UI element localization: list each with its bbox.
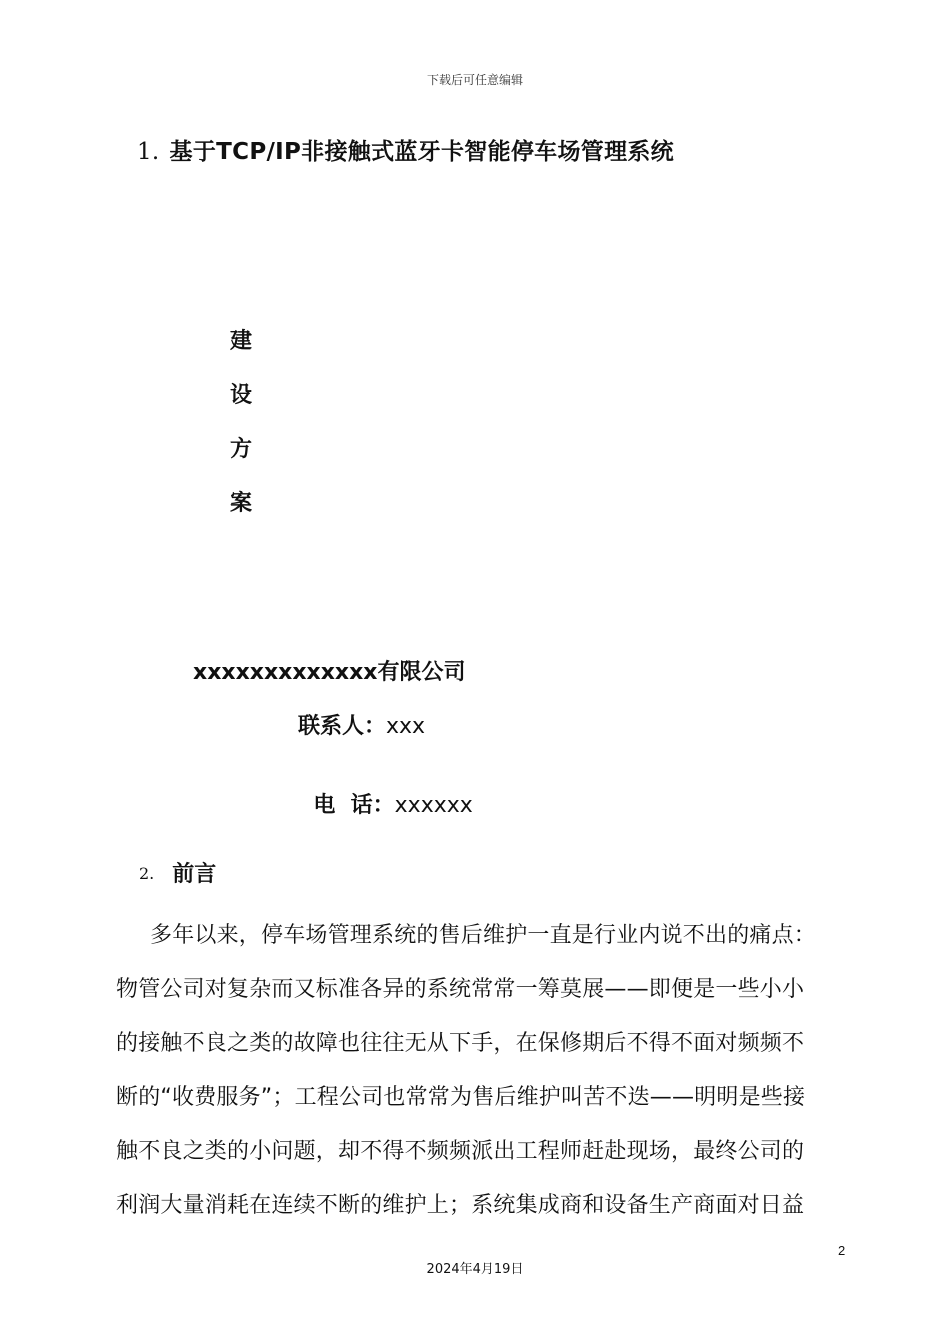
paragraph-line: 利润大量消耗在连续不断的维护上；系统集成商和设备生产商面对日益: [116, 1193, 805, 1218]
paragraph-line: 触不良之类的小问题，却不得不频频派出工程师赶赴现场，最终公司的: [116, 1139, 805, 1164]
header-note: 下载后可任意编辑: [426, 73, 523, 87]
vertical-heading-char: 设: [230, 383, 253, 408]
paragraph-line: 的接触不良之类的故障也往往无从下手，在保修期后不得不面对频频不: [116, 1031, 805, 1056]
section-number: 2.: [139, 864, 155, 883]
vertical-heading-char: 方: [230, 437, 253, 462]
vertical-heading-char: 案: [230, 491, 253, 516]
contact-phone-value: xxxxxx: [394, 793, 473, 818]
title-number: 1.: [137, 139, 160, 165]
contact-person: [298, 709, 425, 740]
title-text: 基于TCP/IP非接触式蓝牙卡智能停车场管理系统: [169, 139, 674, 165]
paragraph-line: 物管公司对复杂而又标准各异的系统常常一筹莫展——即便是一些小小: [116, 977, 805, 1002]
paragraph-line: 断的“收费服务”；工程公司也常常为售后维护叫苦不迭——明明是些接: [116, 1085, 806, 1110]
company-name: xxxxxxxxxxxxx有限公司: [193, 660, 466, 685]
vertical-heading-char: 建: [230, 329, 253, 354]
document-title: [137, 133, 674, 166]
section-heading: [139, 857, 216, 888]
paragraph-line: 多年以来，停车场管理系统的售后维护一直是行业内说不出的痛点：: [150, 923, 817, 948]
contact-phone-label: 电 话：: [313, 793, 395, 818]
contact-person-value: xxx: [386, 714, 426, 739]
page-number: 2: [838, 1243, 846, 1258]
section-label: 前言: [172, 862, 217, 887]
footer-date: 2024年4月19日: [426, 1262, 524, 1277]
contact-person-label: 联系人：: [298, 714, 387, 739]
contact-phone: [298, 763, 473, 819]
